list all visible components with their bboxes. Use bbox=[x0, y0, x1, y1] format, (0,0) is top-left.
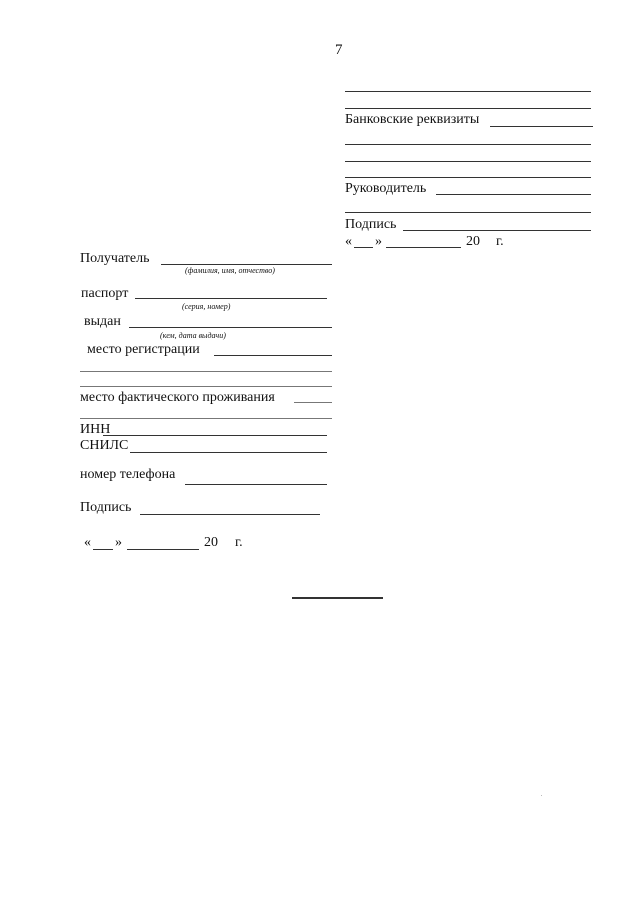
scan-speck bbox=[541, 795, 542, 796]
document-end-separator bbox=[292, 597, 383, 599]
bank-details-line-3[interactable] bbox=[345, 161, 591, 162]
org-date-year: 20 bbox=[466, 234, 480, 249]
recipient-signature-label: Подпись bbox=[80, 500, 132, 515]
issued-label: выдан bbox=[84, 314, 121, 329]
org-date-month-line[interactable] bbox=[386, 247, 461, 248]
recipient-date-open-quote: « bbox=[84, 535, 91, 550]
bank-details-line-4[interactable] bbox=[345, 177, 591, 178]
recipient-date-year: 20 bbox=[204, 535, 218, 550]
page-number: 7 bbox=[335, 42, 343, 58]
recipient-line[interactable] bbox=[161, 264, 332, 265]
recipient-label: Получатель bbox=[80, 251, 150, 266]
inn-label: ИНН bbox=[80, 422, 111, 437]
residence-label: место фактического проживания bbox=[80, 390, 275, 405]
org-date-open-quote: « bbox=[345, 234, 352, 249]
residence-line[interactable] bbox=[294, 402, 332, 403]
recipient-hint: (фамилия, имя, отчество) bbox=[185, 266, 275, 275]
head-line[interactable] bbox=[436, 194, 591, 195]
issued-line[interactable] bbox=[129, 327, 332, 328]
registration-line-3[interactable] bbox=[80, 386, 332, 387]
org-date-day-line[interactable] bbox=[354, 247, 373, 248]
residence-line-2[interactable] bbox=[80, 418, 332, 419]
bank-details-line[interactable] bbox=[490, 126, 593, 127]
passport-line[interactable] bbox=[135, 298, 327, 299]
passport-hint: (серия, номер) bbox=[182, 302, 231, 311]
head-label: Руководитель bbox=[345, 181, 427, 196]
snils-label: СНИЛС bbox=[80, 438, 129, 453]
org-signature-line[interactable] bbox=[403, 230, 591, 231]
issued-hint: (кем, дата выдачи) bbox=[160, 331, 226, 340]
phone-line[interactable] bbox=[185, 484, 327, 485]
registration-label: место регистрации bbox=[87, 342, 200, 357]
org-date-suffix: г. bbox=[496, 234, 504, 249]
passport-label: паспорт bbox=[81, 286, 129, 301]
registration-line-2[interactable] bbox=[80, 371, 332, 372]
recipient-signature-line[interactable] bbox=[140, 514, 320, 515]
org-date-close-quote: » bbox=[375, 234, 382, 249]
inn-line[interactable] bbox=[103, 435, 327, 436]
org-signature-label: Подпись bbox=[345, 217, 397, 232]
registration-line[interactable] bbox=[214, 355, 332, 356]
phone-label: номер телефона bbox=[80, 467, 176, 482]
bank-details-line-2[interactable] bbox=[345, 144, 591, 145]
recipient-date-close-quote: » bbox=[115, 535, 122, 550]
requisites-line-2[interactable] bbox=[345, 108, 591, 109]
snils-line[interactable] bbox=[130, 452, 327, 453]
head-line-2[interactable] bbox=[345, 212, 591, 213]
recipient-date-month-line[interactable] bbox=[127, 549, 199, 550]
bank-details-label: Банковские реквизиты bbox=[345, 112, 480, 127]
recipient-date-day-line[interactable] bbox=[93, 549, 113, 550]
requisites-line-1[interactable] bbox=[345, 91, 591, 92]
recipient-date-suffix: г. bbox=[235, 535, 243, 550]
